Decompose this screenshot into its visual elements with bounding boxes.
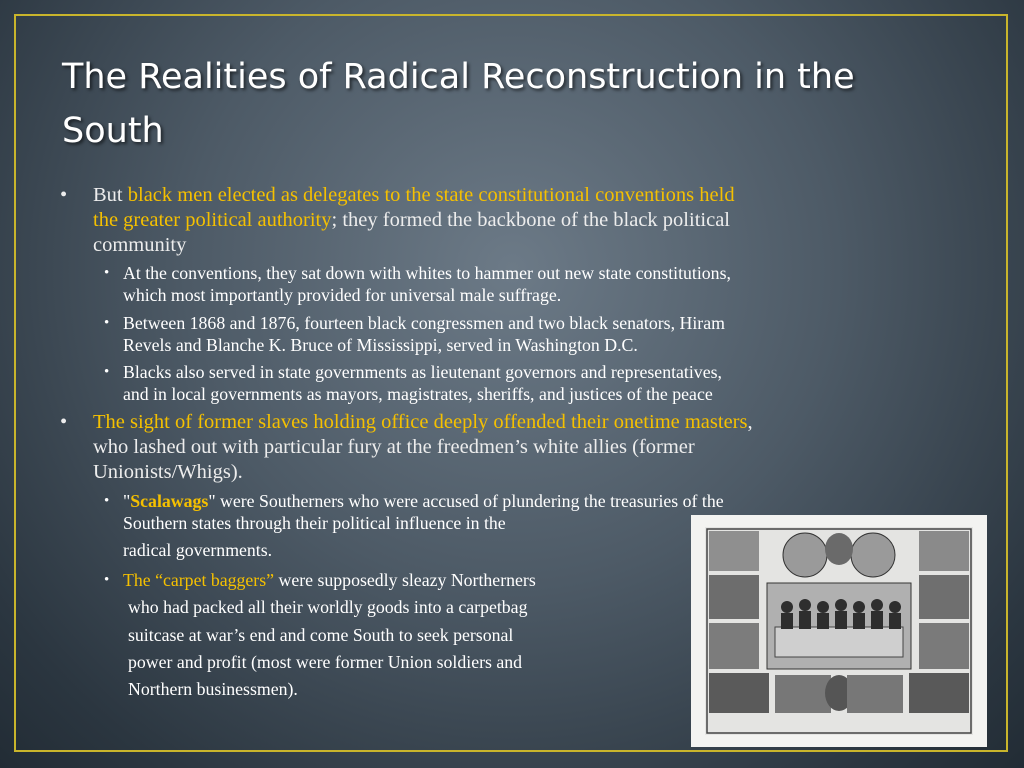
highlight-text: The sight of former slaves holding office deeply offended their onetime masters [93, 411, 748, 433]
bullet-text: , [747, 411, 753, 433]
subbullet-text: • Blacks also served in state governments as lieutenant governors and representatives, [123, 362, 722, 382]
subbullet-text: which most importantly provided for universal male suffrage. [123, 285, 562, 305]
subbullet-text: radical governments. [123, 540, 273, 560]
subbullet-text: who had packed all their worldly goods into a carpetbag [128, 597, 528, 618]
bullet-lead-text: But [93, 184, 128, 206]
carpet-baggers-term: The “carpet baggers” [123, 570, 275, 590]
subbullet-text: were supposedly sleazy Northerners [274, 570, 536, 590]
bullet-text: Unionists/Whigs). [93, 461, 243, 483]
highlight-text: black men elected as delegates to the state constitutional conventions held [127, 184, 735, 206]
bullet-text: ; they formed the backbone of the black political [331, 209, 730, 231]
subbullet-line [123, 567, 536, 594]
subbullet-state-governments [123, 361, 722, 405]
subbullet-scalawags [123, 490, 724, 561]
subbullet-text: Southern states through their political influence in the [123, 513, 506, 533]
subbullet-congressmen [123, 312, 725, 356]
subbullet-conventions [123, 262, 731, 306]
engraving-illustration [705, 527, 973, 735]
bullet-line [93, 183, 953, 208]
subbullet-text: and in local governments as mayors, magistrates, sheriffs, and justices of the peace [123, 384, 713, 404]
subbullet-carpet-baggers [123, 567, 536, 703]
subbullet-text: • At the conventions, they sat down with whites to hammer out new state constitutions, [123, 263, 731, 283]
title-line-1: The Realities of Radical Reconstruction in the [62, 57, 855, 97]
highlight-text: the greater political authority [93, 209, 332, 231]
bullet-line [93, 208, 953, 233]
scalawags-term: Scalawags [130, 491, 209, 511]
subbullet-text: were Southerners who were accused of plundering the treasuries of the [215, 491, 724, 511]
title-line-2: South [62, 111, 164, 151]
subbullet-line [123, 490, 724, 512]
fifteenth-amendment-engraving-image [691, 515, 987, 747]
subbullet-text: power and profit (most were former Union soldiers and [128, 651, 523, 672]
slide-title [62, 50, 962, 158]
quote-mark: " [208, 491, 216, 511]
bullet-former-slaves [93, 410, 953, 485]
subbullet-text: Northern businessmen). [128, 679, 298, 700]
bullet-text: who lashed out with particular fury at the freedmen’s white allies (former [93, 436, 695, 458]
subbullet-text: suitcase at war’s end and come South to seek personal [128, 624, 514, 645]
quote-mark: " [123, 491, 131, 511]
bullet-black-delegates [93, 183, 953, 258]
subbullet-text: Revels and Blanche K. Bruce of Mississippi, served in Washington D.C. [123, 335, 638, 355]
bullet-text: community [93, 234, 187, 256]
subbullet-text: • Between 1868 and 1876, fourteen black congressmen and two black senators, Hiram [123, 313, 725, 333]
bullet-line [93, 410, 953, 435]
